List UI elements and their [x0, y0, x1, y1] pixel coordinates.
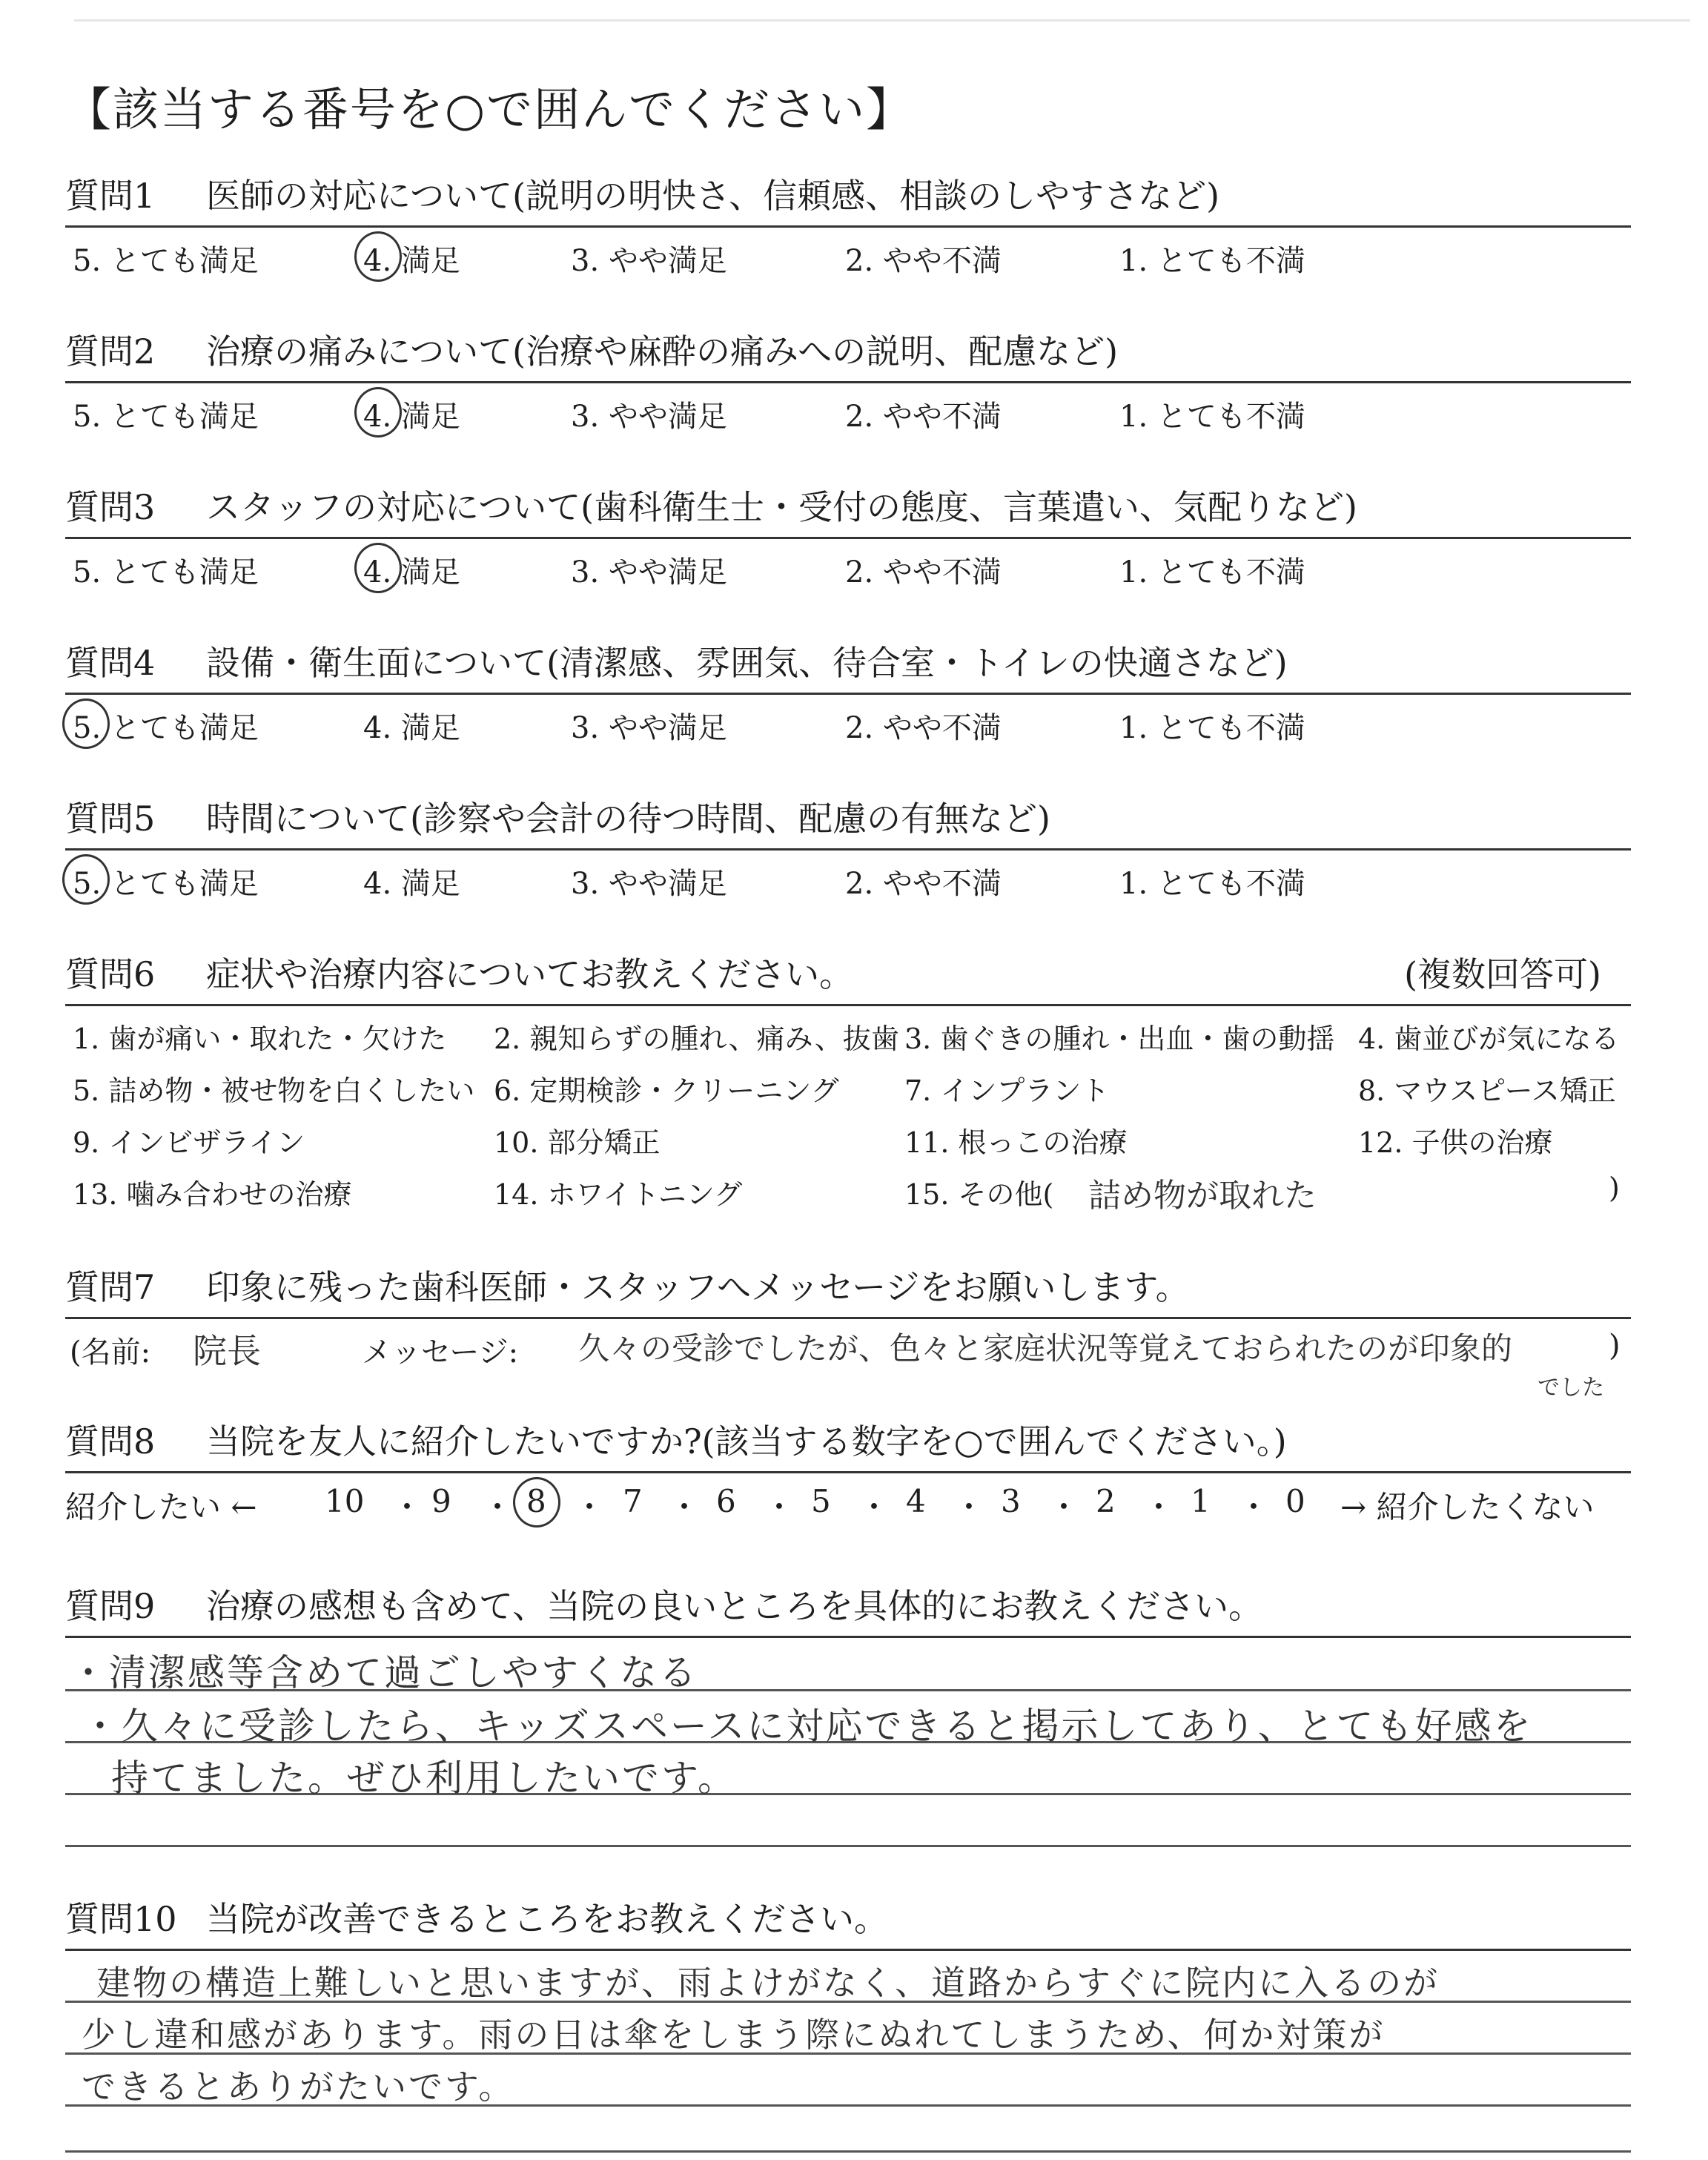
selection-circle	[513, 1477, 560, 1527]
scale-dot: ・	[858, 1489, 890, 1525]
option-3[interactable]: 3. やや満足	[571, 711, 727, 745]
scale-3[interactable]: 3	[1001, 1483, 1021, 1519]
message-continued: でした	[1537, 1375, 1604, 1401]
option-3[interactable]: 3. やや満足	[571, 555, 727, 589]
question-9	[65, 1579, 1631, 1639]
closing-paren: )	[1609, 1329, 1621, 1363]
message-value[interactable]: 久々の受診でしたが、色々と家庭状況等覚えておられたのが印象的	[578, 1330, 1513, 1367]
selection-circle	[62, 698, 110, 749]
option-2[interactable]: 2. やや不満	[845, 555, 1002, 589]
scale-right-label: → 紹介したくない	[1340, 1489, 1595, 1525]
option-4[interactable]: 4. 満足	[363, 867, 460, 901]
divider	[65, 225, 1631, 228]
option-3[interactable]: 3. やや満足	[571, 244, 727, 278]
option-1[interactable]: 1. とても不満	[1119, 244, 1305, 278]
option-5[interactable]: 5. とても満足	[73, 711, 259, 745]
question-text: 設備・衛生面について(清潔感、雰囲気、待合室・トイレの快適さなど)	[206, 643, 1288, 683]
rating-options	[65, 860, 1631, 905]
option-2[interactable]: 2. やや不満	[845, 711, 1002, 745]
scale-dot: ・	[669, 1489, 701, 1525]
question-text: 治療の痛みについて(治療や麻酔の痛みへの説明、配慮など)	[206, 331, 1119, 371]
divider	[65, 1317, 1631, 1319]
question-number: 質問2	[65, 331, 156, 371]
rating-options	[65, 549, 1631, 593]
answer-text[interactable]: 建物の構造上難しいと思いますが、雨よけがなく、道路からすぐに院内に入るのが	[96, 1963, 1440, 2003]
option-5[interactable]: 5. とても満足	[73, 555, 259, 589]
symptom-option[interactable]: 10. 部分矯正	[494, 1126, 661, 1159]
message-label: メッセージ:	[362, 1335, 519, 1370]
other-answer[interactable]: 詰め物が取れた	[1088, 1177, 1317, 1215]
question-number: 質問6	[65, 954, 156, 994]
question-text: 治療の感想も含めて、当院の良いところを具体的にお教えください。	[206, 1586, 1263, 1626]
answer-text[interactable]: ・清潔感等含めて過ごしやすくなる	[70, 1651, 698, 1694]
option-4[interactable]: 4. 満足	[363, 400, 460, 434]
question-text: 時間について(診察や会計の待つ時間、配慮の有無など)	[206, 799, 1050, 839]
symptom-option[interactable]: 3. 歯ぐきの腫れ・出血・歯の動揺	[904, 1023, 1335, 1055]
scale-dot: ・	[391, 1489, 423, 1525]
top-border	[74, 19, 1690, 22]
question-number: 質問1	[65, 176, 156, 216]
selection-circle	[62, 854, 110, 905]
answer-line	[65, 1845, 1631, 1847]
option-3[interactable]: 3. やや満足	[571, 400, 727, 434]
answer-text[interactable]: できるとありがたいです。	[82, 2067, 515, 2107]
question-7	[65, 1261, 1631, 1409]
scale-4[interactable]: 4	[906, 1483, 926, 1519]
question-text: 症状や治療内容についてお教えください。	[206, 954, 854, 994]
symptom-option[interactable]: 11. 根っこの治療	[904, 1126, 1128, 1159]
scale-9[interactable]: 9	[431, 1483, 451, 1519]
selection-circle	[354, 543, 402, 593]
option-2[interactable]: 2. やや不満	[845, 400, 1002, 434]
rating-options	[65, 393, 1631, 437]
question-number: 質問7	[65, 1267, 156, 1307]
rating-options	[65, 237, 1631, 282]
option-4[interactable]: 4. 満足	[363, 555, 460, 589]
symptom-option[interactable]: 1. 歯が痛い・取れた・欠けた	[73, 1023, 447, 1055]
scale-dot: ・	[574, 1489, 606, 1525]
question-number: 質問9	[65, 1586, 156, 1626]
divider	[65, 1636, 1631, 1638]
scale-dot: ・	[1143, 1489, 1175, 1525]
symptom-option[interactable]: 9. インビザライン	[73, 1126, 305, 1159]
scale-0[interactable]: 0	[1285, 1483, 1305, 1519]
symptom-option[interactable]: 5. 詰め物・被せ物を白くしたい	[73, 1074, 475, 1107]
question-text: 医師の対応について(説明の明快さ、信頼感、相談のしやすさなど)	[206, 176, 1220, 216]
scale-dot: ・	[764, 1489, 795, 1525]
symptom-option[interactable]: 6. 定期検診・クリーニング	[494, 1074, 839, 1107]
question-text: 印象に残った歯科医師・スタッフへメッセージをお願いします。	[206, 1267, 1190, 1307]
option-4[interactable]: 4. 満足	[363, 711, 460, 745]
scale-1[interactable]: 1	[1191, 1483, 1211, 1519]
selection-circle	[354, 231, 402, 282]
selection-circle	[354, 387, 402, 437]
symptom-option[interactable]: 7. インプラント	[904, 1074, 1110, 1107]
divider	[65, 1949, 1631, 1951]
form-heading: 【該当する番号を○で囲んでください】	[65, 82, 914, 136]
divider	[65, 1004, 1631, 1006]
question-number: 質問5	[65, 799, 156, 839]
scale-8[interactable]: 8	[526, 1483, 546, 1519]
name-value[interactable]: 院長	[193, 1331, 261, 1371]
scale-6[interactable]: 6	[716, 1483, 736, 1519]
question-8	[65, 1415, 1631, 1474]
option-5[interactable]: 5. とても満足	[73, 400, 259, 434]
rating-options	[65, 704, 1631, 749]
scale-dot: ・	[1048, 1489, 1080, 1525]
closing-paren: )	[1609, 1172, 1620, 1204]
symptom-option[interactable]: 2. 親知らずの腫れ、痛み、抜歯	[494, 1023, 899, 1055]
answer-text[interactable]: 持てました。ぜひ利用したいです。	[111, 1757, 737, 1800]
scale-dot: ・	[953, 1489, 985, 1525]
option-2[interactable]: 2. やや不満	[845, 867, 1002, 901]
divider	[65, 537, 1631, 539]
symptom-option[interactable]: 13. 噛み合わせの治療	[73, 1178, 352, 1211]
question-number: 質問10	[65, 1899, 177, 1939]
answer-text[interactable]: ・久々に受診したら、キッズスペースに対応できると掲示してあり、とても好感を	[82, 1705, 1533, 1748]
name-label: (名前:	[70, 1335, 151, 1370]
option-1[interactable]: 1. とても不満	[1119, 711, 1305, 745]
scale-10[interactable]: 10	[325, 1483, 365, 1519]
question-text: スタッフの対応について(歯科衛生士・受付の態度、言葉遣い、気配りなど)	[206, 487, 1357, 527]
option-5[interactable]: 5. とても満足	[73, 867, 259, 901]
scale-dot: ・	[1238, 1489, 1270, 1525]
option-4[interactable]: 4. 満足	[363, 244, 460, 278]
multiple-answer-note: (複数回答可)	[1404, 954, 1601, 994]
divider	[65, 693, 1631, 695]
question-text: 当院を友人に紹介したいですか?(該当する数字を○で囲んでください。)	[206, 1421, 1287, 1462]
question-6	[65, 948, 1631, 1215]
question-number: 質問3	[65, 487, 156, 527]
option-1[interactable]: 1. とても不満	[1119, 400, 1305, 434]
option-5[interactable]: 5. とても満足	[73, 244, 259, 278]
question-text: 当院が改善できるところをお教えください。	[206, 1899, 888, 1939]
question-number: 質問4	[65, 643, 156, 683]
divider	[65, 848, 1631, 851]
scale-left-label: 紹介したい ←	[65, 1489, 257, 1525]
symptom-option[interactable]: 4. 歯並びが気になる	[1358, 1023, 1620, 1055]
option-1[interactable]: 1. とても不満	[1119, 555, 1305, 589]
scale-dot: ・	[482, 1489, 514, 1525]
answer-text[interactable]: 少し違和感があります。雨の日は傘をしまう際にぬれてしまうため、何か対策が	[82, 2015, 1386, 2055]
option-1[interactable]: 1. とても不満	[1119, 867, 1305, 901]
answer-line	[65, 2150, 1631, 2153]
divider	[65, 381, 1631, 383]
scale-5[interactable]: 5	[811, 1483, 831, 1519]
symptom-option-other[interactable]: 15. その他(	[904, 1178, 1054, 1211]
option-3[interactable]: 3. やや満足	[571, 867, 727, 901]
option-2[interactable]: 2. やや不満	[845, 244, 1002, 278]
symptom-option[interactable]: 8. マウスピース矯正	[1358, 1074, 1616, 1107]
symptom-option[interactable]: 12. 子供の治療	[1358, 1126, 1553, 1159]
divider	[65, 1471, 1631, 1473]
question-10	[65, 1892, 1631, 1952]
question-number: 質問8	[65, 1421, 156, 1462]
scale-2[interactable]: 2	[1096, 1483, 1116, 1519]
symptom-option[interactable]: 14. ホワイトニング	[494, 1178, 743, 1211]
scale-7[interactable]: 7	[623, 1483, 643, 1519]
